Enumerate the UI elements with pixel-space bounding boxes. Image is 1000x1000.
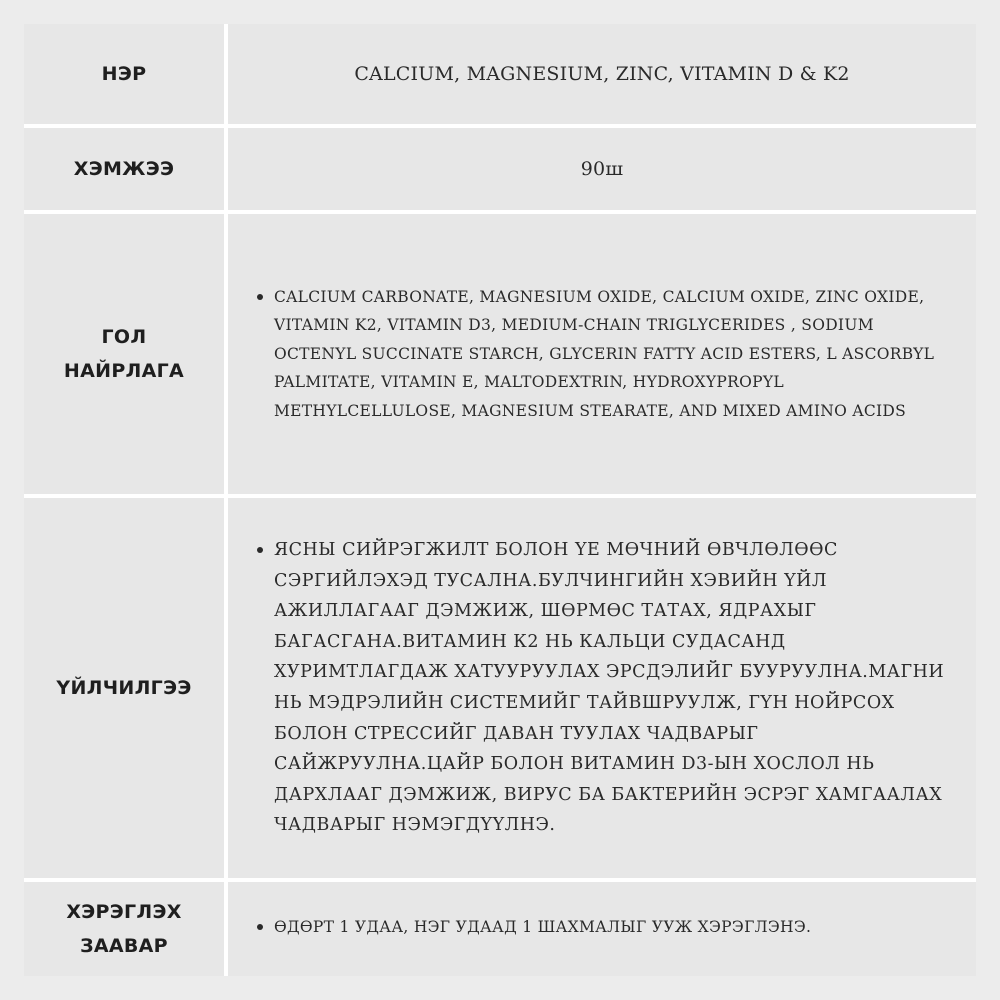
size-value-cell <box>228 128 976 210</box>
benefits-value-cell <box>228 498 976 878</box>
usage-label-line2: ЗААВАР <box>80 935 168 957</box>
ingredients-label-line2: НАЙРЛАГА <box>63 360 185 382</box>
ingredients-value-cell <box>228 214 976 494</box>
benefits-list <box>250 535 958 841</box>
name-value-cell <box>228 24 976 124</box>
benefits-list-item: ЯСНЫ СИЙРЭГЖИЛТ БОЛОН ҮЕ МӨЧНИЙ ӨВЧЛӨЛӨӨС СЭРГИЙЛЭХЭД ТУСАЛНА.БУЛЧИНГИЙН ХЭВИЙН ҮЙЛ АЖИЛЛАГААГ ДЭМЖИЖ, ШӨРМӨС ТАТАХ, ЯДРАХЫГ БАГАСГАНА.ВИТАМИН К2 НЬ КАЛЬЦИ СУДАСАНД ХУРИМТЛАГДАЖ ХАТУУРУУЛАХ ЭРСДЭЛИЙГ БУУРУУЛНА.МАГНИ НЬ МЭДРЭЛИЙН СИСТЕМИЙГ ТАЙВШРУУЛЖ, ГҮН НОЙРСОХ БОЛОН СТРЕССИЙГ ДАВАН ТУУЛАХ ЧАДВАРЫГ САЙЖРУУЛНА.ЦАЙР БОЛОН ВИТАМИН D3-ЫН ХОСЛОЛ НЬ ДАРХЛААГ ДЭМЖИЖ, ВИРУС БА БАКТЕРИЙН ЭСРЭГ ХАМГААЛАХ ЧАДВАРЫГ НЭМЭГДҮҮЛНЭ. <box>274 535 958 841</box>
usage-label-line1: ХЭРЭГЛЭХ <box>66 901 182 923</box>
product-info-table <box>24 24 976 976</box>
usage-list-item: ӨДӨРТ 1 УДАА, НЭГ УДААД 1 ШАХМАЛЫГ УУЖ ХЭРЭГЛЭНЭ. <box>274 913 811 941</box>
ingredients-list <box>250 283 958 426</box>
ingredients-label-line1: ГОЛ <box>101 326 147 348</box>
benefits-label-cell <box>24 498 224 878</box>
usage-list <box>250 913 811 941</box>
product-name: CALCIUM, MAGNESIUM, ZINC, VITAMIN D & K2 <box>354 63 850 85</box>
usage-label <box>66 895 181 963</box>
ingredients-label-cell <box>24 214 224 494</box>
usage-label-cell <box>24 882 224 976</box>
usage-value-cell <box>228 882 976 976</box>
size-label-cell <box>24 128 224 210</box>
size-label: ХЭМЖЭЭ <box>73 158 175 180</box>
benefits-label: ҮЙЛЧИЛГЭЭ <box>56 677 192 699</box>
name-label-cell <box>24 24 224 124</box>
name-label: НЭР <box>101 63 147 85</box>
product-size: 90ш <box>580 158 624 180</box>
ingredients-label <box>64 320 184 388</box>
ingredients-list-item: CALCIUM CARBONATE, MAGNESIUM OXIDE, CALCIUM OXIDE, ZINC OXIDE, VITAMIN K2, VITAMIN D3, MEDIUM-CHAIN TRIGLYCERIDES , SODIUM OCTENYL SUCCINATE STARCH, GLYCERIN FATTY ACID ESTERS, L ASCORBYL PALMITATE, VITAMIN E, MALTODEXTRIN, HYDROXYPROPYL METHYLCELLULOSE, MAGNESIUM STEARATE, AND MIXED AMINO ACIDS <box>274 283 958 426</box>
